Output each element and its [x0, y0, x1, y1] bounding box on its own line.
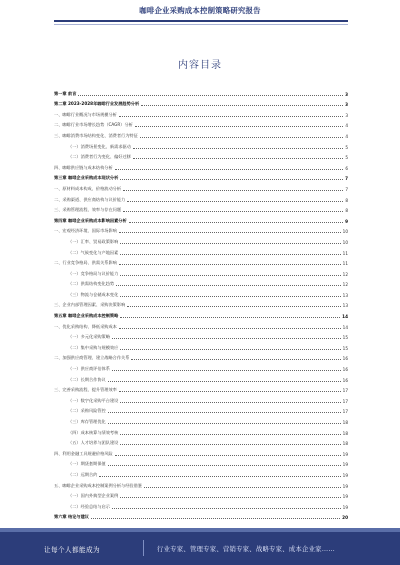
toc-entry[interactable] — [54, 372, 348, 383]
toc-entry[interactable] — [54, 425, 348, 436]
toc-entry-title: （一）国内外典型企业案例 — [68, 493, 119, 499]
toc-entry-title: （五）人才培养与团队建设 — [68, 440, 119, 446]
toc-entry[interactable] — [54, 478, 348, 489]
toc-heading: 内容目录 — [178, 60, 222, 71]
toc-entry[interactable] — [54, 330, 348, 341]
toc-leader-dots — [140, 136, 344, 138]
toc-entry[interactable] — [54, 489, 348, 500]
toc-entry-title: （一）消费场景变化、新需求驱动 — [68, 143, 131, 149]
toc-entry-title: （四）成本核算与绩效考核 — [68, 429, 119, 435]
toc-entry[interactable] — [54, 139, 348, 150]
toc-leader-dots — [120, 496, 340, 498]
toc-entry-page: 18 — [342, 430, 348, 436]
toc-entry[interactable] — [54, 86, 348, 97]
toc-entry-title: 五、咖啡企业采购成本控制案例分析与经验借鉴 — [54, 482, 142, 488]
toc-entry-page: 19 — [342, 462, 348, 468]
toc-leader-dots — [119, 115, 344, 117]
toc-leader-dots — [91, 517, 340, 519]
toc-entry-page: 19 — [342, 451, 348, 457]
toc-leader-dots — [141, 104, 343, 106]
toc-entry[interactable] — [54, 298, 348, 309]
toc-leader-dots — [120, 433, 340, 435]
toc-entry-page: 3 — [345, 91, 348, 97]
toc-entry[interactable] — [54, 361, 348, 372]
toc-leader-dots — [116, 284, 341, 286]
toc-entry-title: 三、采购管理流程、效率与存在问题 — [54, 207, 122, 213]
toc-entry-title: （三）物流与仓储成本变化 — [68, 291, 119, 297]
toc-entry[interactable] — [54, 97, 348, 108]
toc-entry[interactable] — [54, 499, 348, 510]
toc-entry[interactable] — [54, 160, 348, 171]
toc-entry-title: 第五章 咖啡企业采购成本控制策略 — [54, 313, 119, 319]
toc-entry-page: 8 — [345, 208, 348, 214]
toc-leader-dots — [112, 337, 341, 339]
toc-entry-page: 18 — [342, 441, 348, 447]
toc-entry-page: 17 — [342, 409, 348, 415]
toc-entry-page: 13 — [342, 292, 348, 298]
toc-entry[interactable] — [54, 224, 348, 235]
toc-leader-dots — [120, 295, 340, 297]
toc-entry-page: 19 — [342, 494, 348, 500]
toc-leader-dots — [129, 221, 343, 223]
toc-entry-title: 一、宏观经济环境、国际市场影响 — [54, 228, 117, 234]
toc-entry[interactable] — [54, 340, 348, 351]
toc-entry-page: 15 — [342, 345, 348, 351]
toc-entry-page: 10 — [342, 229, 348, 235]
toc-entry-title: （二）经验总结与启示 — [68, 503, 110, 509]
toc-entry-page: 4 — [345, 123, 348, 129]
toc-entry[interactable] — [54, 234, 348, 245]
toc-entry-title: （三）库存管理优化 — [68, 419, 106, 424]
toc-entry-page: 19 — [342, 472, 348, 478]
toc-entry-page: 3 — [345, 112, 348, 118]
toc-entry-title: 二、加强供应商管理、建立战略合作关系 — [54, 355, 130, 361]
toc-entry-title: （二）消费者行为变化、偏好迁移 — [68, 154, 131, 160]
toc-leader-dots — [123, 189, 343, 191]
report-title: 咖啡企业采购成本控制策略研究报告 — [139, 6, 261, 15]
header-rule-thin — [54, 24, 348, 25]
toc-entry-page: 12 — [342, 271, 348, 277]
toc-leader-dots — [120, 178, 343, 180]
toc-leader-dots — [119, 231, 341, 233]
toc-entry-page: 12 — [342, 282, 348, 288]
toc-entry-title: （一）供应商评估体系 — [68, 366, 110, 372]
toc-entry[interactable] — [54, 266, 348, 277]
toc-entry-title: 二、行业竞争格局、供需关系影响 — [54, 260, 117, 266]
toc-leader-dots — [127, 200, 343, 202]
toc-leader-dots — [108, 464, 341, 466]
toc-entry-title: （二）远期合约 — [68, 471, 98, 477]
toc-entry-page: 16 — [342, 367, 348, 373]
toc-entry-title: （一）多元化采购策略 — [68, 334, 110, 340]
toc-entry[interactable] — [54, 319, 348, 330]
toc-entry-title: 三、咖啡消费市场结构变化、消费者行为特征 — [54, 132, 138, 138]
toc-entry-page: 17 — [342, 398, 348, 404]
toc-entry-page: 5 — [345, 155, 348, 161]
toc-entry-page: 10 — [342, 239, 348, 245]
toc-entry-title: 二、采购渠道、供应商结构与议价能力 — [54, 196, 126, 202]
toc-entry-page: 15 — [342, 335, 348, 341]
toc-leader-dots — [120, 401, 340, 403]
toc-entry-title: 一、原材料成本构成、价格波动分析 — [54, 185, 122, 191]
toc-entry-page: 5 — [345, 144, 348, 150]
toc-leader-dots — [119, 390, 341, 392]
toc-leader-dots — [120, 316, 340, 318]
toc-entry[interactable] — [54, 150, 348, 161]
toc-entry[interactable] — [54, 128, 348, 139]
toc-entry-page: 7 — [345, 186, 348, 192]
toc-entry[interactable] — [54, 351, 348, 362]
toc-entry[interactable] — [54, 256, 348, 267]
toc-leader-dots — [120, 274, 340, 276]
toc-leader-dots — [108, 422, 341, 424]
toc-entry[interactable] — [54, 457, 348, 468]
toc-entry-title: （一）数字化采购平台建设 — [68, 397, 119, 403]
toc-leader-dots — [115, 454, 341, 456]
toc-entry-title: 第三章 咖啡企业采购成本现状分析 — [54, 175, 119, 181]
toc-entry-page: 19 — [342, 504, 348, 510]
toc-entry-title: （二）气候变化与产地因素 — [68, 249, 119, 255]
toc-entry[interactable] — [54, 404, 348, 415]
header-rule — [54, 20, 348, 22]
toc-entry[interactable] — [54, 446, 348, 457]
toc-entry[interactable] — [54, 203, 348, 214]
table-of-contents — [54, 86, 348, 520]
toc-entry-page: 19 — [342, 483, 348, 489]
toc-entry[interactable] — [54, 192, 348, 203]
toc-entry-page: 13 — [342, 303, 348, 309]
footer-slogan: 让每个人都能成为 — [44, 546, 100, 554]
footer-divider — [143, 540, 144, 556]
toc-leader-dots — [133, 157, 344, 159]
toc-entry-title: （二）长期合作协议 — [68, 376, 106, 382]
toc-entry[interactable] — [54, 277, 348, 288]
toc-entry-page: 16 — [342, 377, 348, 383]
toc-entry[interactable] — [54, 308, 348, 319]
toc-entry-page: 18 — [342, 420, 348, 425]
toc-entry-page: 8 — [345, 197, 348, 203]
toc-entry-page: 9 — [345, 218, 348, 224]
toc-leader-dots — [133, 147, 344, 149]
toc-entry[interactable] — [54, 383, 348, 394]
toc-entry-title: 四、利用金融工具规避价格风险 — [54, 450, 113, 456]
toc-entry-page: 11 — [342, 250, 348, 256]
toc-entry-title: 第四章 咖啡企业采购成本影响因素分析 — [54, 217, 127, 223]
toc-entry[interactable] — [54, 467, 348, 478]
toc-entry-title: 四、咖啡供应链与成本结构分析 — [54, 164, 113, 170]
toc-leader-dots — [115, 168, 344, 170]
toc-entry-title: （二）集中采购与规模效应 — [68, 344, 119, 350]
toc-entry-title: 第二章 2023-2028年咖啡行业发展趋势分析 — [54, 101, 140, 107]
toc-entry-title: 三、完善采购流程、提升管理效率 — [54, 387, 117, 393]
toc-entry-title: （一）期货套期保值 — [68, 461, 106, 467]
toc-entry-title: 第六章 结论与建议 — [54, 514, 89, 520]
toc-entry-title: （一）竞争格局与议价能力 — [68, 270, 119, 276]
toc-entry[interactable] — [54, 436, 348, 447]
toc-entry[interactable] — [54, 287, 348, 298]
toc-entry-page: 4 — [345, 133, 348, 139]
toc-entry-page: 7 — [345, 176, 348, 182]
toc-entry-page: 20 — [342, 515, 348, 521]
toc-leader-dots — [119, 327, 341, 329]
toc-entry-title: 二、咖啡行业市场增长趋势（CAGR）分析 — [54, 122, 133, 128]
toc-entry[interactable] — [54, 245, 348, 256]
toc-leader-dots — [144, 486, 341, 488]
footer-tagline: 行业专家、管理专家、营销专家、战略专家、成本企业家…… — [157, 545, 335, 553]
toc-leader-dots — [120, 253, 340, 255]
toc-entry[interactable] — [54, 414, 348, 425]
toc-entry[interactable] — [54, 181, 348, 192]
toc-entry[interactable] — [54, 393, 348, 404]
toc-leader-dots — [99, 475, 340, 477]
toc-leader-dots — [127, 305, 340, 307]
toc-entry-title: （一）汇率、贸易政策影响 — [68, 238, 119, 244]
toc-leader-dots — [131, 358, 340, 360]
toc-leader-dots — [135, 125, 343, 127]
toc-leader-dots — [123, 210, 343, 212]
toc-entry-page: 3 — [345, 102, 348, 108]
toc-entry[interactable] — [54, 107, 348, 118]
toc-entry-page: 11 — [342, 261, 348, 267]
toc-entry-title: 一、咖啡行业概况与市场规模分析 — [54, 111, 117, 117]
toc-leader-dots — [108, 380, 341, 382]
toc-leader-dots — [78, 94, 343, 96]
toc-entry-page: 14 — [342, 314, 348, 320]
toc-entry-title: （二）供需结构变化趋势 — [68, 281, 115, 287]
toc-entry-page: 14 — [342, 324, 348, 330]
toc-entry-page: 17 — [342, 388, 348, 394]
toc-leader-dots — [120, 443, 340, 445]
toc-entry[interactable] — [54, 171, 348, 182]
toc-entry-page: 16 — [342, 356, 348, 362]
toc-entry-title: 一、优化采购结构、降低采购成本 — [54, 323, 117, 329]
toc-leader-dots — [119, 263, 341, 265]
toc-entry[interactable] — [54, 213, 348, 224]
toc-entry-title: 三、企业内部管理因素、采购决策影响 — [54, 302, 126, 308]
toc-leader-dots — [108, 411, 341, 413]
toc-entry-title: （二）采购风险管控 — [68, 408, 106, 414]
toc-entry[interactable] — [54, 510, 348, 521]
toc-leader-dots — [112, 369, 341, 371]
page-header — [0, 0, 400, 16]
toc-leader-dots — [112, 507, 341, 509]
toc-entry-page: 6 — [345, 165, 348, 171]
toc-entry-title: 第一章 前言 — [54, 90, 77, 96]
toc-leader-dots — [120, 242, 340, 244]
toc-leader-dots — [120, 348, 340, 350]
toc-entry[interactable] — [54, 118, 348, 129]
